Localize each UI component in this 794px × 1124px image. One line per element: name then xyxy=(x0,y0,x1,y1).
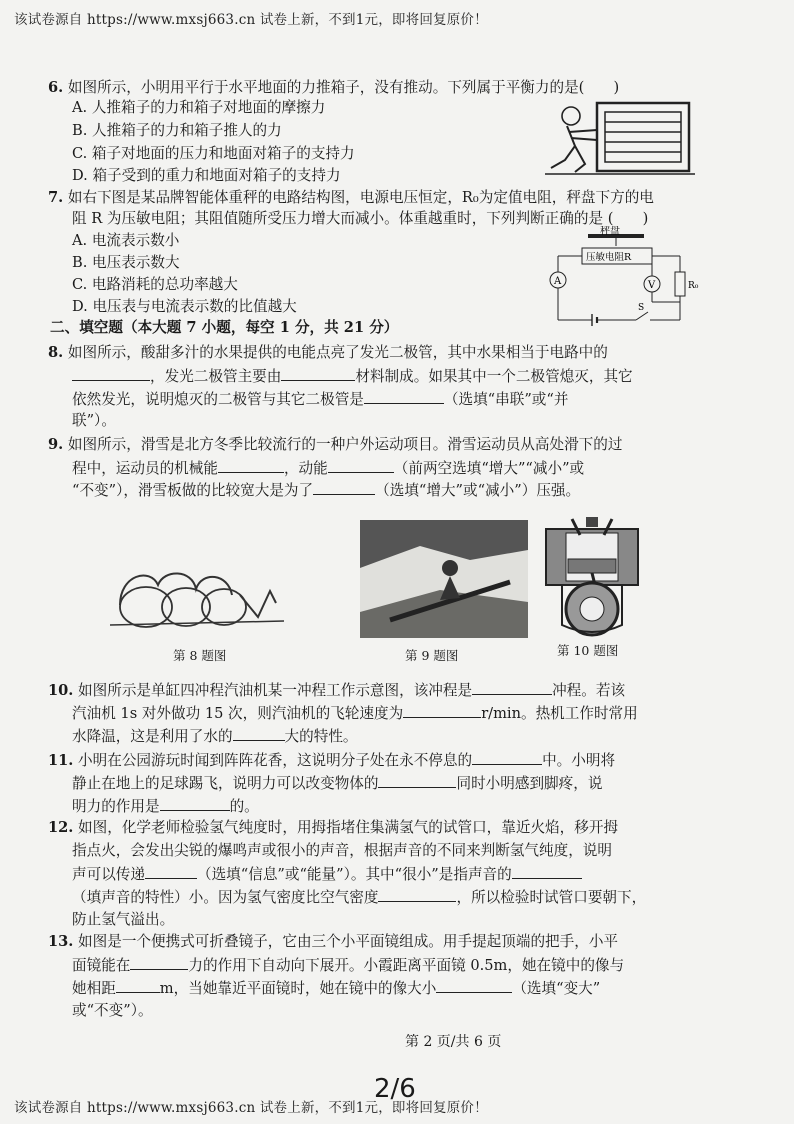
q6-option-d: D. 箱子受到的重力和地面对箱子的支持力 xyxy=(72,167,341,184)
q13-line3 xyxy=(72,978,600,999)
q7-stem1: 如右下图是某品牌智能体重秤的电路结构图，电源电压恒定，R₀为定值电阻，秤盘下方的电 xyxy=(67,189,654,206)
q7-option-d: D. 电压表与电流表示数的比值越大 xyxy=(72,298,297,315)
q7-stem-line1 xyxy=(48,188,654,208)
q9-text2b: ，动能 xyxy=(283,460,328,477)
q13-text2a: 面镜能在 xyxy=(72,957,131,974)
q11-blank-2[interactable] xyxy=(378,773,456,788)
q12-blank-2[interactable] xyxy=(512,864,582,879)
q6-number: 6. xyxy=(48,79,64,96)
q9-line2 xyxy=(72,458,584,479)
page-number-big: 2/6 xyxy=(374,1074,416,1104)
circuit-resistor-label: 压敏电阻R xyxy=(586,252,632,263)
q10-line2 xyxy=(72,703,638,724)
figure-caption-8: 第 8 题图 xyxy=(173,648,227,663)
q9-text2a: 程中，运动员的机械能 xyxy=(72,460,218,477)
q8-line2 xyxy=(72,366,633,387)
q8-text2a: ，发光二极管主要由 xyxy=(150,368,282,385)
q6-stem: 如图所示，小明用平行于水平地面的力推箱子，没有推动。下列属于平衡力的是( ) xyxy=(67,79,620,96)
footer-watermark: 该试卷源自 https://www.mxsj663.cn 试卷上新，不到1元，即将回复原价！ xyxy=(14,1100,488,1116)
q10-blank-1[interactable] xyxy=(472,680,552,695)
q11-text3a: 明力的作用是 xyxy=(72,798,160,815)
q9-text1: 如图所示，滑雪是北方冬季比较流行的一种户外运动项目。滑雪运动员从高处滑下的过 xyxy=(67,436,623,453)
q13-blank-2[interactable] xyxy=(116,978,160,993)
q11-blank-1[interactable] xyxy=(472,750,542,765)
q12-line4 xyxy=(72,887,646,908)
q7-option-c: C. 电路消耗的总功率越大 xyxy=(72,276,238,293)
q10-engine-figure xyxy=(542,515,642,639)
q9-blank-2[interactable] xyxy=(328,458,394,473)
q7-option-a: A. 电流表示数小 xyxy=(72,232,180,249)
q13-line2 xyxy=(72,955,624,976)
q12-number: 12. xyxy=(48,819,74,836)
q6-option-a: A. 人推箱子的力和箱子对地面的摩擦力 xyxy=(72,99,326,116)
figure-caption-10: 第 10 题图 xyxy=(557,643,619,658)
q13-number: 13. xyxy=(48,933,74,950)
circuit-voltmeter: V xyxy=(648,280,656,291)
q10-blank-3[interactable] xyxy=(233,726,285,741)
q12-text4b: ，所以检验时试管口要朝下， xyxy=(456,889,647,906)
q8-text3a: 依然发光，说明熄灭的二极管与其它二极管是 xyxy=(72,391,364,408)
q12-line2: 指点火，会发出尖锐的爆鸣声或很小的声音，根据声音的不同来判断氢气纯度，说明 xyxy=(72,842,612,859)
q13-text3b: m，当她靠近平面镜时，她在镜中的像大小 xyxy=(159,980,437,997)
q12-line3 xyxy=(72,864,582,885)
q11-text1a: 小明在公园游玩时闻到阵阵花香，这说明分子处在永不停息的 xyxy=(78,752,473,769)
q12-blank-3[interactable] xyxy=(378,887,456,902)
circuit-switch: S xyxy=(638,303,645,313)
q9-text3a: “不变”），滑雪板做的比较宽大是为了 xyxy=(72,482,314,499)
q12-text3a: 声可以传递 xyxy=(72,866,145,883)
q9-line3 xyxy=(72,480,580,501)
q12-text1: 如图，化学老师检验氢气纯度时，用拇指堵住集满氢气的试管口，靠近火焰，移开拇 xyxy=(78,819,619,836)
q10-line3 xyxy=(72,726,358,747)
q9-number: 9. xyxy=(48,436,64,453)
q6-stem-line xyxy=(48,78,619,98)
q10-number: 10. xyxy=(48,682,74,699)
q11-text2b: 同时小明感到脚疼，说 xyxy=(456,775,603,792)
q10-text2b: r/min。热机工作时常用 xyxy=(481,705,638,722)
q6-push-box-figure xyxy=(545,100,695,178)
q13-text2b: 力的作用下自动向下展开。小霞距离平面镜 0.5m，她在镜中的像与 xyxy=(188,957,625,974)
q8-text3b: （选填“串联”或“并 xyxy=(443,391,569,408)
q11-number: 11. xyxy=(48,752,74,769)
q11-line3 xyxy=(72,796,259,817)
q8-number: 8. xyxy=(48,344,64,361)
q12-text3b: （选填“信息”或“能量”）。其中“很小”是指声音的 xyxy=(196,866,512,883)
q7-circuit-diagram xyxy=(540,226,700,328)
q9-ski-photo xyxy=(360,520,528,638)
q6-option-c: C. 箱子对地面的压力和地面对箱子的支持力 xyxy=(72,145,355,162)
q8-blank-1[interactable] xyxy=(72,366,150,381)
q13-line1 xyxy=(48,932,618,952)
q8-line4: 联”）。 xyxy=(72,412,116,429)
q8-line3 xyxy=(72,389,568,410)
q13-text1: 如图是一个便携式可折叠镜子，它由三个小平面镜组成。用手提起顶端的把手，小平 xyxy=(78,933,619,950)
q10-text1b: 冲程。若该 xyxy=(552,682,626,699)
q11-blank-3[interactable] xyxy=(160,796,230,811)
q10-text3b: 大的特性。 xyxy=(284,728,358,745)
q13-blank-3[interactable] xyxy=(436,978,512,993)
q9-text3b: （选填“增大”或“减小”）压强。 xyxy=(375,482,581,499)
q7-stem2: 阻 R 为压敏电阻；其阻值随所受压力增大而减小。体重越重时，下列判断正确的是 ( ) xyxy=(72,210,649,227)
q10-text2a: 汽油机 1s 对外做功 15 次，则汽油机的飞轮速度为 xyxy=(72,705,404,722)
q8-text1: 如图所示，酸甜多汁的水果提供的电能点亮了发光二极管，其中水果相当于电路中的 xyxy=(67,344,608,361)
q9-text2c: （前两空选填“增大”“减小”或 xyxy=(393,460,585,477)
circuit-pan-label: 秤盘 xyxy=(600,226,620,237)
circuit-r0: R₀ xyxy=(688,281,699,291)
figure-caption-9: 第 9 题图 xyxy=(405,648,459,663)
q12-line5: 防止氢气溢出。 xyxy=(72,911,175,928)
q11-text2a: 静止在地上的足球踢飞，说明力可以改变物体的 xyxy=(72,775,379,792)
q13-line4: 或“不变”）。 xyxy=(72,1002,153,1019)
q11-text1b: 中。小明将 xyxy=(542,752,616,769)
page-number-label: 第 2 页/共 6 页 xyxy=(405,1034,502,1050)
q8-line1 xyxy=(48,343,608,363)
q7-number: 7. xyxy=(48,189,64,206)
q10-text1a: 如图所示是单缸四冲程汽油机某一冲程工作示意图，该冲程是 xyxy=(78,682,473,699)
q12-line1 xyxy=(48,818,618,838)
q11-line2 xyxy=(72,773,602,794)
q9-line1 xyxy=(48,435,622,455)
q9-blank-3[interactable] xyxy=(313,480,375,495)
q8-fruit-led-figure xyxy=(100,555,290,635)
q12-blank-1[interactable] xyxy=(145,864,197,879)
q10-blank-2[interactable] xyxy=(403,703,481,718)
q13-text3a: 她相距 xyxy=(72,980,116,997)
q6-option-b: B. 人推箱子的力和箱子推人的力 xyxy=(72,122,282,139)
q7-option-b: B. 电压表示数大 xyxy=(72,254,180,271)
circuit-ammeter: A xyxy=(554,276,562,287)
q8-text2b: 材料制成。如果其中一个二极管熄灭，其它 xyxy=(355,368,633,385)
q8-blank-3[interactable] xyxy=(364,389,444,404)
q13-blank-1[interactable] xyxy=(130,955,188,970)
q11-line1 xyxy=(48,750,615,771)
q8-blank-2[interactable] xyxy=(281,366,355,381)
header-watermark: 该试卷源自 https://www.mxsj663.cn 试卷上新，不到1元，即将回复原价！ xyxy=(14,12,488,28)
q11-text3b: 的。 xyxy=(229,798,259,815)
q13-text3c: （选填“变大” xyxy=(512,980,601,997)
q10-line1 xyxy=(48,680,625,701)
q9-blank-1[interactable] xyxy=(218,458,284,473)
section2-title: 二、填空题（本大题 7 小题，每空 1 分，共 21 分） xyxy=(50,319,399,336)
q10-text3a: 水降温，这是利用了水的 xyxy=(72,728,233,745)
q12-text4a: （填声音的特性）小。因为氢气密度比空气密度 xyxy=(72,889,379,906)
